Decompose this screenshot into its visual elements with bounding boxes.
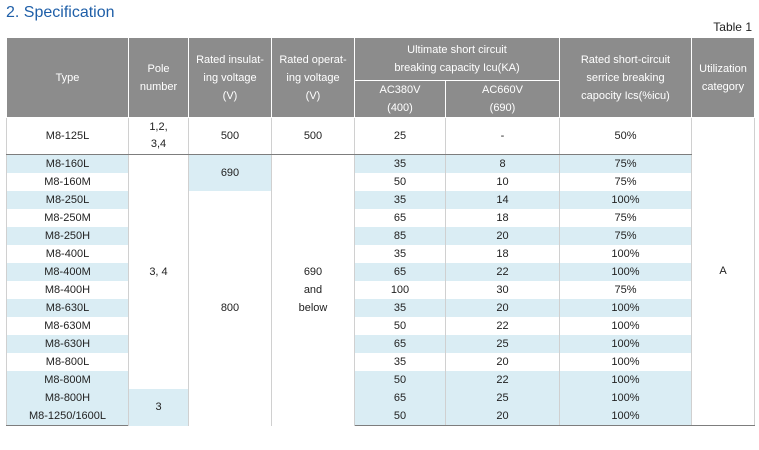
- table-row: [7, 317, 755, 335]
- header-icu: [355, 38, 560, 81]
- cell-ac380: 100: [355, 281, 446, 299]
- cell-insulating-voltage-merged: 690: [189, 155, 272, 192]
- cell-op-line3: below: [298, 302, 328, 315]
- table-row: [7, 173, 755, 191]
- header-pole-number: [129, 38, 189, 118]
- cell-type: M8-630M: [7, 317, 129, 335]
- cell-ics: 100%: [560, 317, 692, 335]
- table-row: [7, 155, 755, 174]
- cell-ac660: 10: [446, 173, 560, 191]
- table-row: [7, 389, 755, 407]
- cell-utilization-category: A: [692, 118, 755, 426]
- table-row: [7, 263, 755, 281]
- header-icu-line2: breaking capacity Icu(KA): [394, 62, 520, 74]
- header-util-line2: category: [701, 80, 745, 93]
- header-ics-line2: serrice breaking: [586, 71, 665, 84]
- cell-ac660: 30: [446, 281, 560, 299]
- cell-ac660: 18: [446, 245, 560, 263]
- cell-ics: 75%: [560, 173, 692, 191]
- cell-type: M8-400M: [7, 263, 129, 281]
- cell-pole-number-merged: 3, 4: [129, 155, 189, 390]
- cell-ac660: 20: [446, 407, 560, 426]
- header-ins-line1: Rated insulat-: [196, 53, 264, 66]
- cell-ics: 100%: [560, 299, 692, 317]
- cell-type: M8-630H: [7, 335, 129, 353]
- cell-type: M8-800M: [7, 371, 129, 389]
- table-row: [7, 209, 755, 227]
- specification-table: [6, 37, 755, 426]
- header-util-line1: Utilization: [699, 62, 747, 75]
- cell-ac660: 20: [446, 227, 560, 245]
- header-ac660-line1: AC660V: [482, 84, 523, 96]
- cell-ics: 100%: [560, 245, 692, 263]
- cell-ac660: 22: [446, 263, 560, 281]
- header-icu-line1: Ultimate short circuit: [407, 44, 507, 56]
- cell-ac380: 65: [355, 209, 446, 227]
- cell-insulating-voltage: 500: [189, 118, 272, 155]
- header-ac380v: [355, 81, 446, 118]
- table-number: Table 1: [713, 20, 752, 34]
- header-ins-line2: ing voltage: [203, 71, 257, 84]
- cell-ics: 50%: [560, 118, 692, 155]
- table-row: [7, 245, 755, 263]
- cell-op-line1: 690: [303, 266, 323, 279]
- table-row: [7, 335, 755, 353]
- cell-type: M8-250L: [7, 191, 129, 209]
- header-ics-line1: Rated short-circuit: [580, 53, 671, 66]
- cell-pole-line1: 1,2,: [149, 121, 168, 133]
- cell-ac380: 35: [355, 155, 446, 174]
- cell-ac660: 14: [446, 191, 560, 209]
- header-type: Type: [7, 38, 129, 118]
- header-op-line3: (V): [305, 89, 321, 102]
- cell-type: M8-160M: [7, 173, 129, 191]
- cell-ics: 75%: [560, 155, 692, 174]
- header-op-line1: Rated operat-: [279, 53, 347, 66]
- header-pole-line1: Pole: [147, 62, 170, 75]
- cell-ics: 75%: [560, 281, 692, 299]
- cell-type: M8-400L: [7, 245, 129, 263]
- cell-operating-voltage-merged: [272, 155, 355, 426]
- header-pole-line2: number: [139, 80, 178, 93]
- cell-ac380: 50: [355, 407, 446, 426]
- cell-ac380: 50: [355, 173, 446, 191]
- cell-ac660: 18: [446, 209, 560, 227]
- header-ins-line3: (V): [222, 89, 238, 102]
- table-row: [7, 299, 755, 317]
- cell-pole-number: [129, 118, 189, 155]
- cell-type: M8-800L: [7, 353, 129, 371]
- cell-type: M8-630L: [7, 299, 129, 317]
- header-ac380-line1: AC380V: [379, 84, 421, 96]
- cell-ac660: 22: [446, 317, 560, 335]
- table-row: [7, 281, 755, 299]
- cell-ac380: 65: [355, 335, 446, 353]
- cell-insulating-voltage-merged: 800: [189, 191, 272, 426]
- header-ics-line3: capocity Ics(%icu): [581, 89, 670, 102]
- table-row: [7, 227, 755, 245]
- cell-ac380: 50: [355, 317, 446, 335]
- cell-ac380: 65: [355, 263, 446, 281]
- cell-ac380: 25: [355, 118, 446, 155]
- cell-ics: 75%: [560, 209, 692, 227]
- header-ac660-line2: (690): [489, 102, 516, 114]
- cell-ac380: 50: [355, 371, 446, 389]
- cell-ics: 100%: [560, 407, 692, 426]
- cell-ac380: 35: [355, 353, 446, 371]
- header-op-line2: ing voltage: [286, 71, 340, 84]
- cell-ac380: 35: [355, 191, 446, 209]
- cell-type: M8-125L: [7, 118, 129, 155]
- cell-ac660: 20: [446, 299, 560, 317]
- cell-ac660: 25: [446, 389, 560, 407]
- cell-type: M8-1250/1600L: [7, 407, 129, 426]
- table-row: [7, 371, 755, 389]
- header-ac380-line2: (400): [387, 102, 413, 114]
- cell-pole-number-merged: 3: [129, 389, 189, 426]
- header-ics: [560, 38, 692, 118]
- header-utilization-category: [692, 38, 755, 118]
- cell-ics: 100%: [560, 335, 692, 353]
- cell-type: M8-250H: [7, 227, 129, 245]
- cell-ics: 100%: [560, 371, 692, 389]
- table-row: [7, 118, 755, 155]
- header-insulating-voltage: [189, 38, 272, 118]
- cell-ac660: 20: [446, 353, 560, 371]
- header-operating-voltage: [272, 38, 355, 118]
- cell-ac380: 65: [355, 389, 446, 407]
- cell-ac380: 35: [355, 299, 446, 317]
- cell-pole-line2: 3,4: [150, 138, 167, 150]
- cell-type: M8-400H: [7, 281, 129, 299]
- cell-type: M8-250M: [7, 209, 129, 227]
- cell-ics: 100%: [560, 263, 692, 281]
- cell-ac380: 85: [355, 227, 446, 245]
- cell-type: M8-160L: [7, 155, 129, 174]
- cell-ac660: 25: [446, 335, 560, 353]
- cell-operating-voltage: 500: [272, 118, 355, 155]
- header-ac660v: [446, 81, 560, 118]
- table-row: [7, 191, 755, 209]
- cell-op-line2: and: [303, 284, 323, 297]
- cell-ics: 100%: [560, 191, 692, 209]
- cell-type: M8-800H: [7, 389, 129, 407]
- cell-ac380: 35: [355, 245, 446, 263]
- table-row: [7, 407, 755, 426]
- cell-ac660: 8: [446, 155, 560, 174]
- cell-ics: 100%: [560, 353, 692, 371]
- cell-ac660: -: [446, 118, 560, 155]
- cell-ac660: 22: [446, 371, 560, 389]
- cell-ics: 100%: [560, 389, 692, 407]
- cell-ics: 75%: [560, 227, 692, 245]
- section-title: 2. Specification: [6, 4, 115, 21]
- table-row: [7, 353, 755, 371]
